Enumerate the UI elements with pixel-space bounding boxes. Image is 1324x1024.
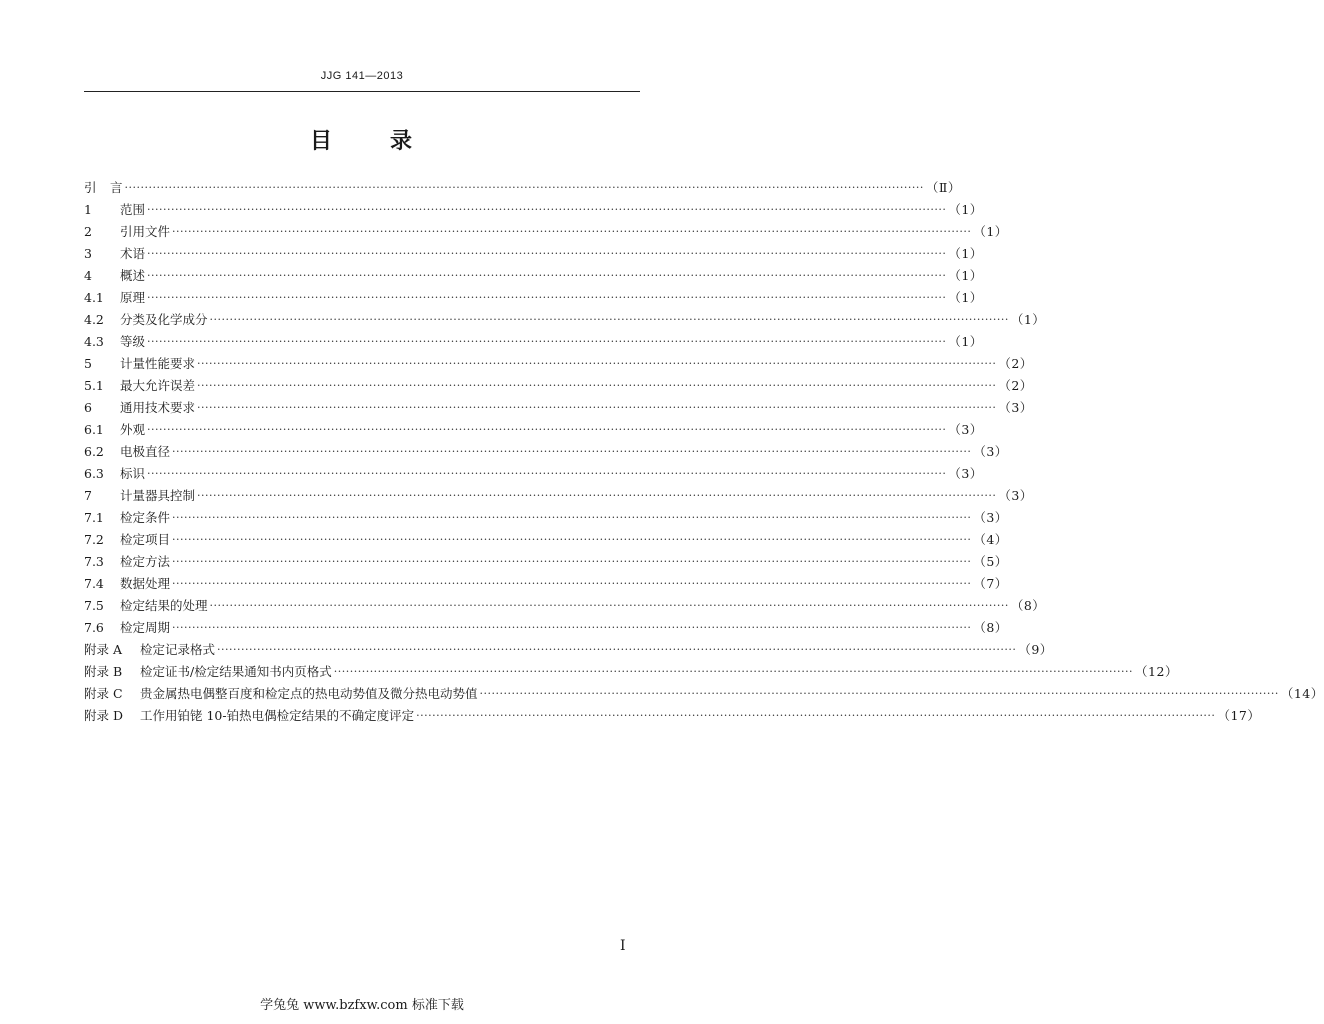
toc-entry-page: （1） xyxy=(1010,312,1046,327)
toc-leader-dots: ········································································································································································································ xyxy=(172,224,972,238)
toc-entry[interactable] xyxy=(84,704,1261,726)
toc-entry-title: 范围 xyxy=(120,202,146,217)
toc-entry-page: （3） xyxy=(998,488,1033,503)
toc-leader-dots: ········································································································································································································ xyxy=(147,334,947,348)
toc-entry-number: 7.1 xyxy=(84,509,104,525)
toc-entry-number: 6.3 xyxy=(84,465,104,481)
toc-entry-title: 检定项目 xyxy=(120,532,171,547)
toc-leader-dots: ········································································································································································································ xyxy=(197,488,997,502)
toc-entry[interactable] xyxy=(84,220,1008,242)
toc-entry-page: （3） xyxy=(948,466,983,481)
toc-entry-title: 等级 xyxy=(120,334,146,349)
toc-entry-number: 3 xyxy=(84,245,92,261)
toc-leader-dots: ········································································································································································································ xyxy=(172,510,972,524)
toc-entry[interactable] xyxy=(84,374,1033,396)
toc-entry[interactable] xyxy=(84,198,983,220)
toc-leader-dots: ········································································································································································································ xyxy=(479,686,1279,700)
toc-leader-dots: ········································································································································································································ xyxy=(147,422,947,436)
toc-entry[interactable] xyxy=(84,594,1046,616)
toc-entry-title: 言 xyxy=(110,180,123,195)
toc-entry-page: （5） xyxy=(973,554,1008,569)
toc-title-left: 目 xyxy=(309,128,334,154)
toc-entry-page: （17） xyxy=(1217,708,1261,723)
toc-leader-dots: ········································································································································································································ xyxy=(147,466,947,480)
toc-entry-title: 计量性能要求 xyxy=(120,356,196,371)
toc-entry[interactable] xyxy=(84,550,1008,572)
toc-leader-dots: ········································································································································································································ xyxy=(124,180,924,194)
toc-entry-number: 2 xyxy=(84,223,92,239)
toc-leader-dots: ········································································································································································································ xyxy=(197,378,997,392)
toc-title xyxy=(84,124,640,155)
toc-entry[interactable] xyxy=(84,682,1324,704)
toc-entry-title: 外观 xyxy=(120,422,146,437)
toc-entry-number: 6.1 xyxy=(84,421,104,437)
toc-entry[interactable] xyxy=(84,264,983,286)
toc-entry[interactable] xyxy=(84,506,1008,528)
toc-entry-page: （2） xyxy=(998,378,1033,393)
toc-leader-dots: ········································································································································································································ xyxy=(147,290,947,304)
toc-leader-dots: ········································································································································································································ xyxy=(217,642,1017,656)
toc-entry-page: （8） xyxy=(1010,598,1046,613)
toc-entry-number: 5.1 xyxy=(84,377,104,393)
toc-entry-title: 检定记录格式 xyxy=(140,642,216,657)
toc-leader-dots: ········································································································································································································ xyxy=(209,312,1009,326)
toc-entry-number: 引 xyxy=(84,180,97,195)
toc-leader-dots: ········································································································································································································ xyxy=(172,554,972,568)
toc-entry-page: （1） xyxy=(948,246,983,261)
toc-entry-title: 原理 xyxy=(120,290,146,305)
toc-leader-dots: ········································································································································································································ xyxy=(416,708,1216,722)
toc-entry-page: （3） xyxy=(948,422,983,437)
toc-entry-number: 4.3 xyxy=(84,333,104,349)
toc-entry-title: 检定证书/检定结果通知书内页格式 xyxy=(140,664,332,679)
toc-entry-page: （3） xyxy=(998,400,1033,415)
toc-entry[interactable] xyxy=(84,330,983,352)
toc-entry-number: 附录 A xyxy=(84,642,123,657)
toc-entry-title: 数据处理 xyxy=(120,576,171,591)
toc-entry-title: 计量器具控制 xyxy=(120,488,196,503)
toc-entry[interactable] xyxy=(84,286,983,308)
toc-entry-page: （4） xyxy=(973,532,1008,547)
toc-entry-page: （9） xyxy=(1018,642,1053,657)
toc-entry-number: 4 xyxy=(84,267,92,283)
toc-entry-title: 检定方法 xyxy=(120,554,171,569)
toc-entry-page: （1） xyxy=(948,290,983,305)
toc-entry-number: 6 xyxy=(84,399,92,415)
toc-entry[interactable] xyxy=(84,462,983,484)
toc-entry-page: （Ⅱ） xyxy=(925,180,961,195)
toc-entry-number: 4.2 xyxy=(84,311,104,327)
toc-entry-number: 6.2 xyxy=(84,443,104,459)
toc-entry-title: 贵金属热电偶整百度和检定点的热电动势值及微分热电动势值 xyxy=(140,686,478,701)
toc-entry-page: （12） xyxy=(1135,664,1178,679)
toc-leader-dots: ········································································································································································································ xyxy=(197,400,997,414)
table-of-contents xyxy=(84,176,1324,726)
toc-entry-page: （7） xyxy=(973,576,1008,591)
toc-leader-dots: ········································································································································································································ xyxy=(209,598,1009,612)
toc-entry-title: 工作用铂铑 10-铂热电偶检定结果的不确定度评定 xyxy=(140,708,415,723)
toc-entry[interactable] xyxy=(84,660,1178,682)
toc-entry-title: 电极直径 xyxy=(120,444,171,459)
toc-entry-number: 7.4 xyxy=(84,575,104,591)
toc-entry-page: （3） xyxy=(973,444,1008,459)
toc-leader-dots: ········································································································································································································ xyxy=(172,576,972,590)
toc-entry[interactable] xyxy=(84,352,1033,374)
toc-entry[interactable] xyxy=(84,440,1008,462)
toc-entry-page: （1） xyxy=(948,202,983,217)
toc-entry-title: 概述 xyxy=(120,268,146,283)
toc-entry-number: 4.1 xyxy=(84,289,104,305)
toc-entry-title: 引用文件 xyxy=(120,224,171,239)
toc-entry-page: （3） xyxy=(973,510,1008,525)
toc-entry-number: 5 xyxy=(84,355,92,371)
toc-entry[interactable] xyxy=(84,308,1046,330)
toc-entry[interactable] xyxy=(84,396,1033,418)
watermark-footer: 学兔兔 www.bzfxw.com 标准下载 xyxy=(260,998,464,1013)
toc-entry-page: （1） xyxy=(973,224,1008,239)
toc-leader-dots: ········································································································································································································ xyxy=(172,532,972,546)
toc-entry-title: 检定结果的处理 xyxy=(120,598,208,613)
toc-leader-dots: ········································································································································································································ xyxy=(147,246,947,260)
toc-entry[interactable] xyxy=(84,418,983,440)
toc-entry-page: （2） xyxy=(998,356,1033,371)
toc-entry[interactable] xyxy=(84,638,1053,660)
toc-leader-dots: ········································································································································································································ xyxy=(197,356,997,370)
toc-leader-dots: ········································································································································································································ xyxy=(172,620,972,634)
toc-entry-title: 标识 xyxy=(120,466,146,481)
header-rule xyxy=(84,91,640,92)
toc-entry-title: 术语 xyxy=(120,246,146,261)
toc-entry[interactable] xyxy=(84,616,1008,638)
toc-leader-dots: ········································································································································································································ xyxy=(333,664,1134,678)
toc-entry-title: 通用技术要求 xyxy=(120,400,196,415)
toc-entry-number: 附录 D xyxy=(84,708,123,723)
toc-title-right: 录 xyxy=(390,128,415,154)
toc-entry-page: （14） xyxy=(1280,686,1324,701)
toc-entry-number: 附录 C xyxy=(84,686,123,701)
toc-leader-dots: ········································································································································································································ xyxy=(147,268,947,282)
toc-entry-number: 1 xyxy=(84,201,92,217)
toc-entry-number: 7.3 xyxy=(84,553,104,569)
toc-entry-number: 附录 B xyxy=(84,664,123,679)
toc-entry-title: 最大允许误差 xyxy=(120,378,196,393)
toc-leader-dots: ········································································································································································································ xyxy=(172,444,972,458)
toc-entry[interactable] xyxy=(84,484,1033,506)
toc-entry-number: 7.6 xyxy=(84,619,104,635)
toc-entry-page: （1） xyxy=(948,334,983,349)
toc-entry-title: 检定周期 xyxy=(120,620,171,635)
toc-entry-number: 7 xyxy=(84,487,92,503)
toc-leader-dots: ········································································································································································································ xyxy=(147,202,947,216)
toc-entry[interactable] xyxy=(84,176,961,198)
toc-entry-page: （8） xyxy=(973,620,1008,635)
toc-entry-title: 分类及化学成分 xyxy=(120,312,208,327)
toc-entry-number: 7.5 xyxy=(84,597,104,613)
toc-entry[interactable] xyxy=(84,528,1008,550)
page-number: I xyxy=(620,938,626,954)
toc-entry-number: 7.2 xyxy=(84,531,104,547)
toc-entry-title: 检定条件 xyxy=(120,510,171,525)
document-code-header: JJG 141—2013 xyxy=(320,70,404,82)
toc-entry[interactable] xyxy=(84,242,983,264)
toc-entry-page: （1） xyxy=(948,268,983,283)
toc-entry[interactable] xyxy=(84,572,1008,594)
